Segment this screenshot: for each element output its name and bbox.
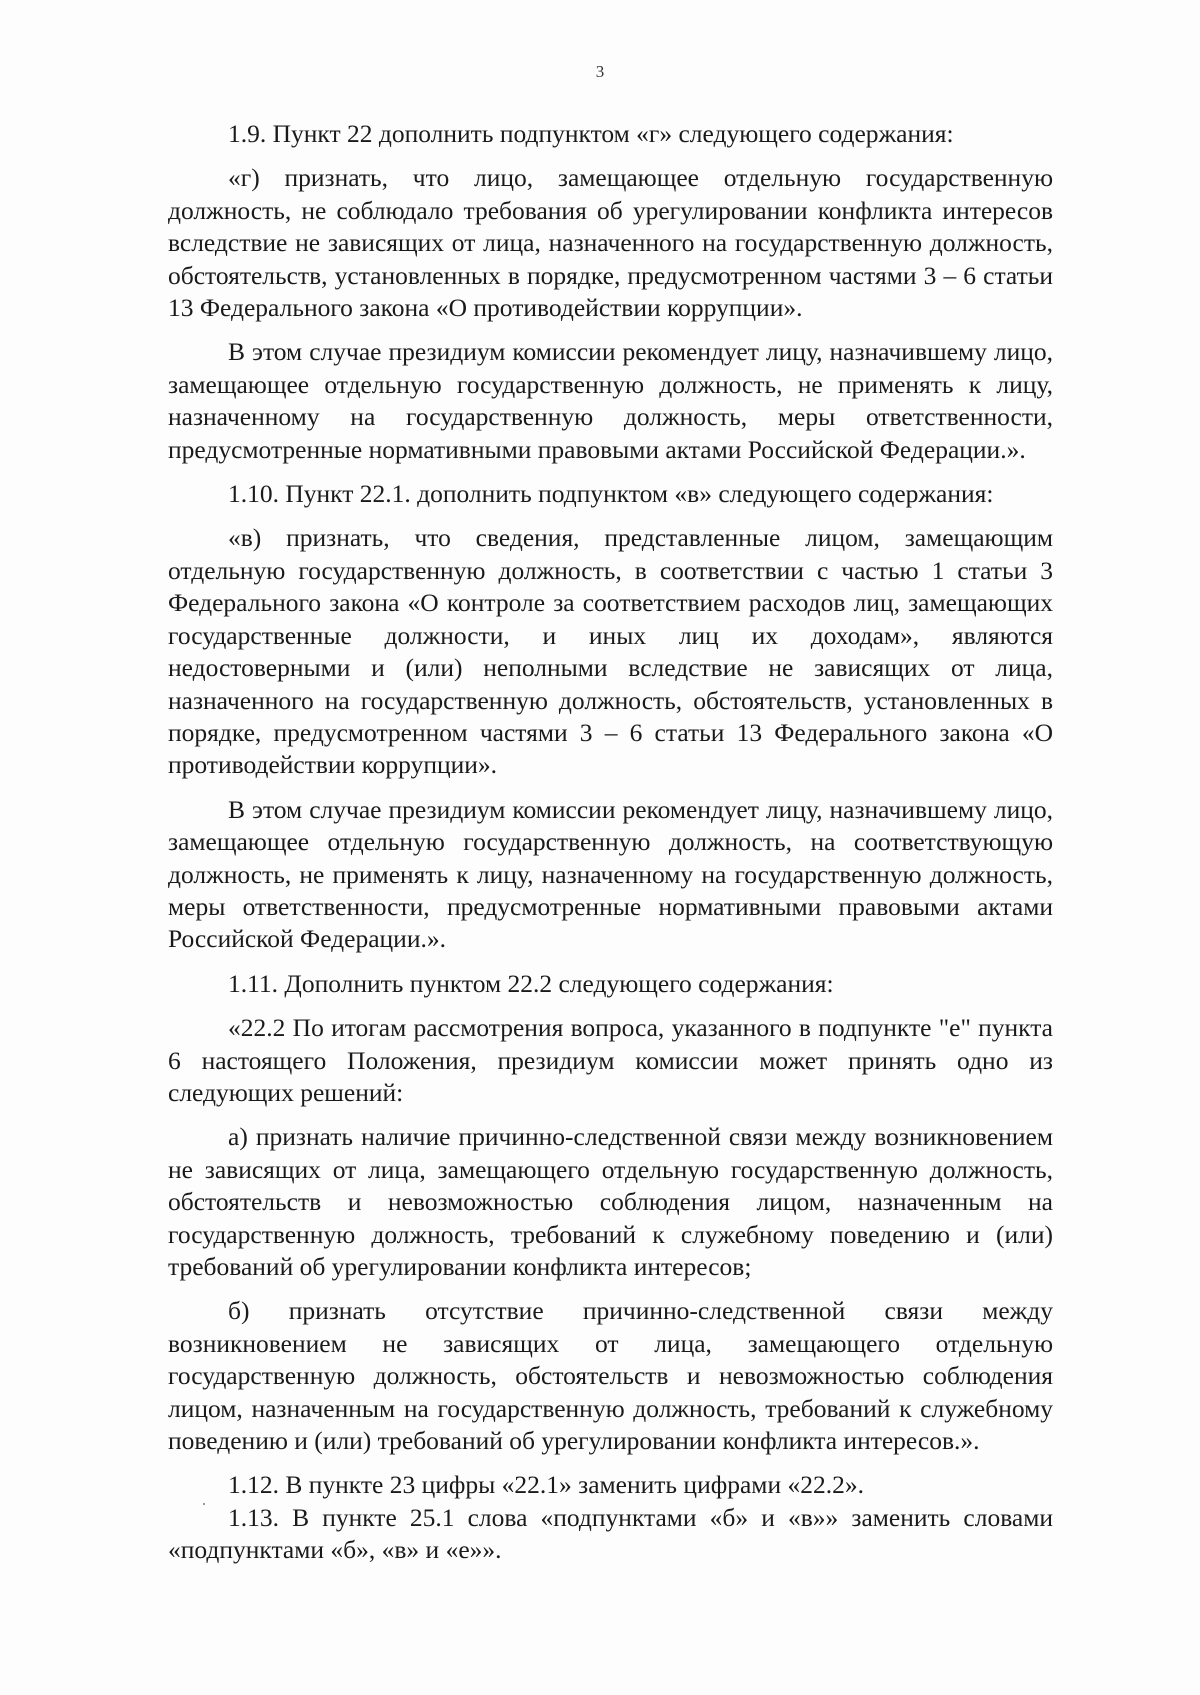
paragraph-1-10-subitem-v: «в) признать, что сведения, представленные лицом, замещающим отдельную государственную должность, в соответствии с частью 1 статьи 3 Федерального закона «О контроле за соответствием расходов лиц, замещающих государственные должности, и иных лиц их доходам», являются недостоверными и (или) неполными вследствие не зависящих от лица, назначенного на государственную должность, обстоятельств, установленных в порядке, предусмотренном частями 3 – 6 статьи 13 Федерального закона «О противодействии коррупции». [168, 523, 1053, 780]
scan-speck [203, 1503, 205, 1505]
paragraph-1-9-recommendation: В этом случае президиум комиссии рекомендует лицу, назначившему лицо, замещающее отдельную государственную должность, не применять к лицу, назначенному на государственную должность, меры ответственности, предусмотренные нормативными правовыми актами Российской Федерации.». [168, 337, 1053, 464]
paragraph-1-11-decision-b: б) признать отсутствие причинно-следственной связи между возникновением не зависящих от лица, замещающего отдельную государственную должность, обстоятельств и невозможностью соблюдения лицом, назначенным на государственную должность, требований к служебному поведению и (или) требований об урегулировании конфликта интересов.». [168, 1296, 1053, 1456]
page-number: 3 [595, 62, 605, 81]
paragraph-1-10: 1.10. Пункт 22.1. дополнить подпунктом «в» следующего содержания: [228, 479, 994, 509]
paragraph-1-12: 1.12. В пункте 23 цифры «22.1» заменить цифрами «22.2». [228, 1470, 864, 1500]
paragraph-1-11: 1.11. Дополнить пунктом 22.2 следующего содержания: [228, 968, 834, 998]
document-body [168, 118, 1053, 1579]
paragraph-1-13: 1.13. В пункте 25.1 слова «подпунктами «б» и «в»» заменить словами «подпунктами «б», «в» и «е»». [168, 1502, 1053, 1565]
paragraph-1-9-subitem-g: «г) признать, что лицо, замещающее отдельную государственную должность, не соблюдало требования об урегулировании конфликта интересов вследствие не зависящих от лица, назначенного на государственную должность, обстоятельств, установленных в порядке, предусмотренном частями 3 – 6 статьи 13 Федерального закона «О противодействии коррупции». [168, 163, 1053, 323]
paragraph-1-11-decision-a: а) признать наличие причинно-следственной связи между возникновением не зависящих от лица, замещающего отдельную государственную должность, обстоятельств и невозможностью соблюдения лицом, назначенным на государственную должность, требований к служебному поведению и (или) требований об урегулировании конфликта интересов; [168, 1122, 1053, 1281]
paragraph-1-9: 1.9. Пункт 22 дополнить подпунктом «г» следующего содержания: [228, 119, 954, 148]
paragraph-1-11-item-22-2: «22.2 По итогам рассмотрения вопроса, указанного в подпункте "е" пункта 6 настоящего Положения, президиум комиссии может принять одно из следующих решений: [168, 1013, 1053, 1107]
paragraph-1-10-recommendation: В этом случае президиум комиссии рекомендует лицу, назначившему лицо, замещающее отдельную государственную должность, на соответствующую должность, не применять к лицу, назначенному на государственную должность, меры ответственности, предусмотренные нормативными правовыми актами Российской Федерации.». [168, 794, 1053, 954]
